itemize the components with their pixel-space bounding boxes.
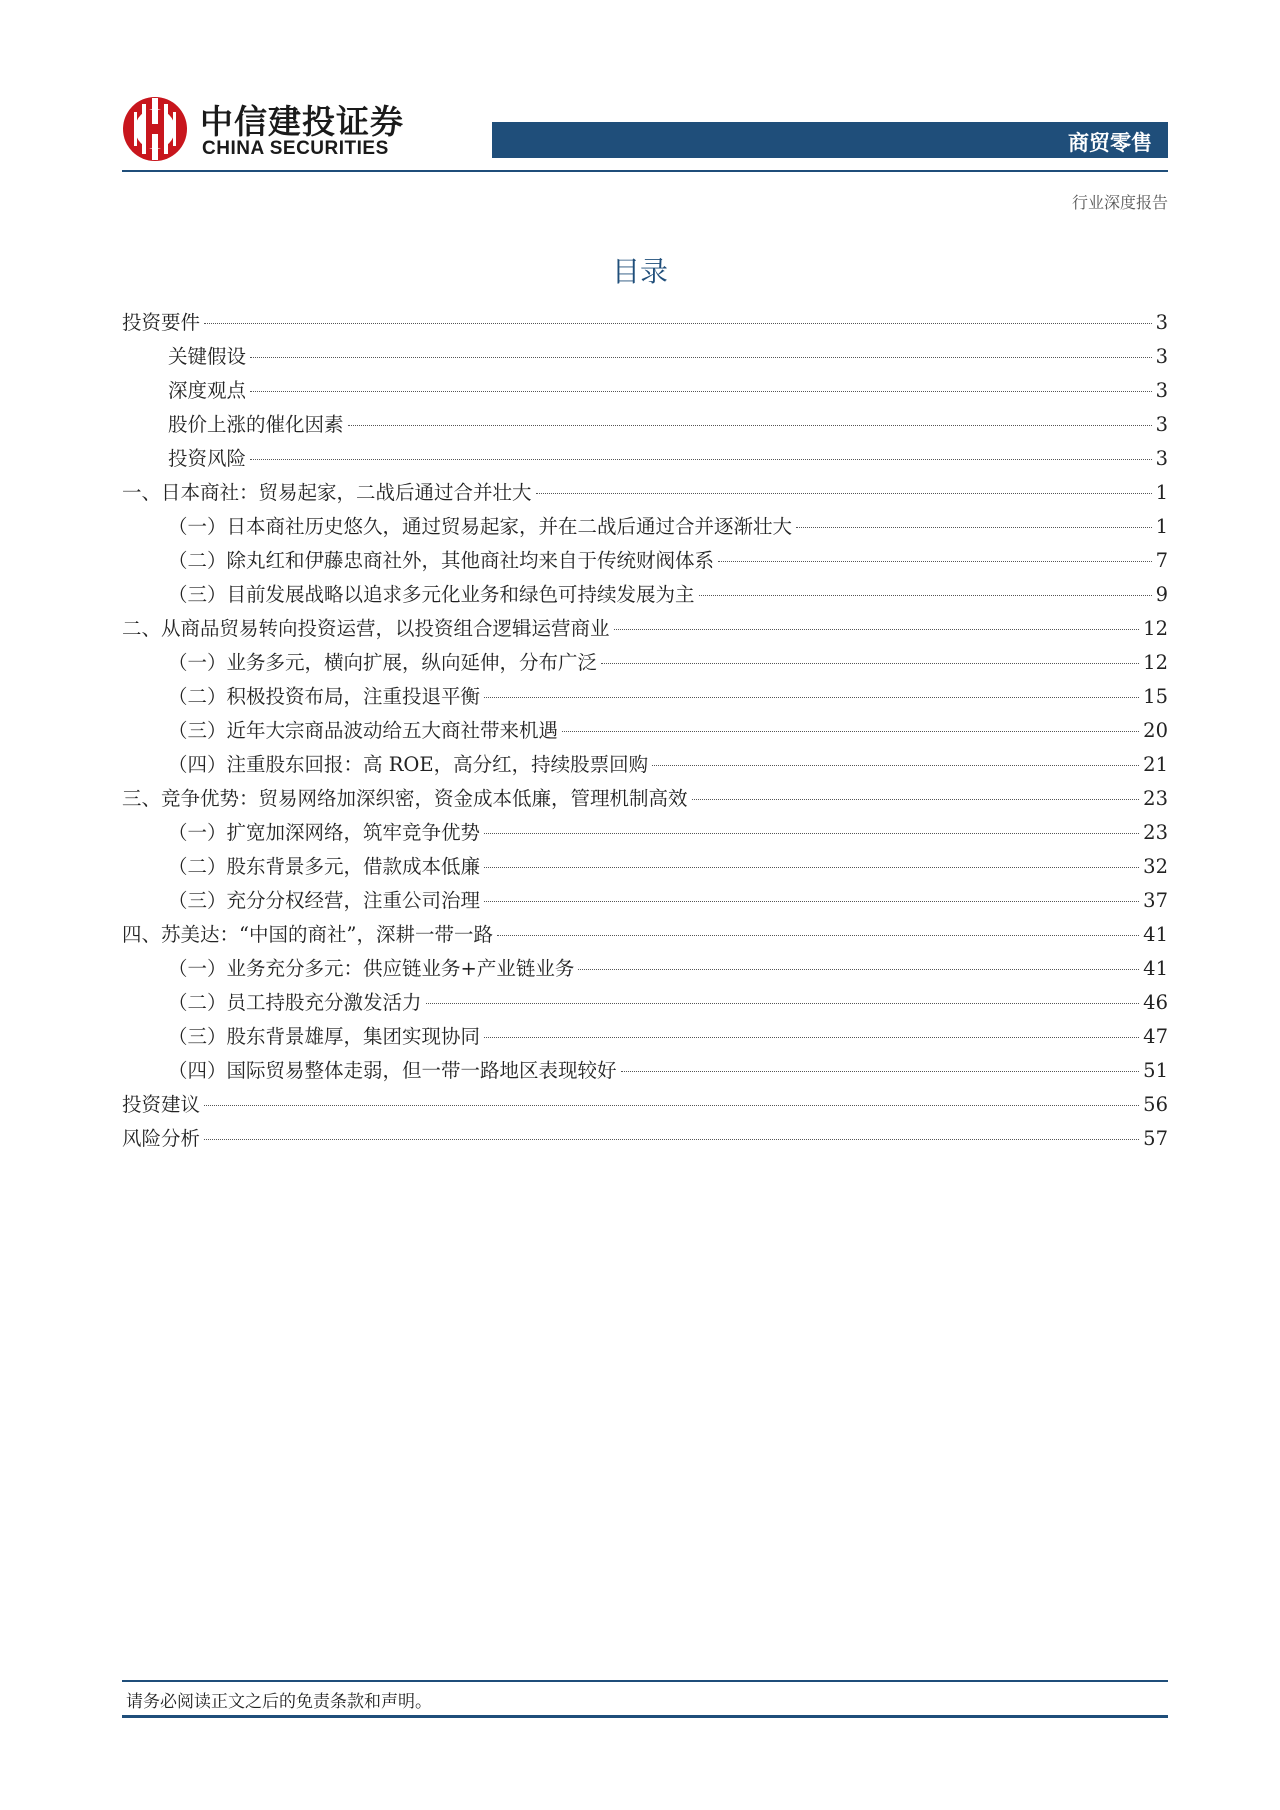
toc-entry-text: 投资风险 [168,447,247,470]
toc-dot-leader [601,663,1139,664]
toc-entry-page: 46 [1143,991,1168,1014]
toc-entry-text: （三）目前发展战略以追求多元化业务和绿色可持续发展为主 [168,583,695,606]
toc-entry[interactable] [122,544,1168,578]
toc-entry[interactable] [122,1020,1168,1054]
toc-entry-page: 37 [1143,889,1168,912]
toc-entry-page: 3 [1155,413,1168,436]
logo-english-name: CHINA SECURITIES [202,138,389,159]
toc-entry-page: 23 [1143,821,1168,844]
toc-entry[interactable] [122,476,1168,510]
toc-entry[interactable] [122,612,1168,646]
toc-entry-text: 深度观点 [168,379,247,402]
toc-entry-page: 41 [1143,923,1168,946]
toc-entry-page: 57 [1143,1127,1168,1150]
toc-entry-text: （二）员工持股充分激发活力 [168,991,422,1014]
toc-entry[interactable] [122,782,1168,816]
toc-dot-leader [250,391,1152,392]
toc-entry[interactable] [122,680,1168,714]
toc-entry-text: 关键假设 [168,345,247,368]
toc-entry[interactable] [122,340,1168,374]
toc-entry-page: 32 [1143,855,1168,878]
toc-entry[interactable] [122,748,1168,782]
toc-entry-text: 四、苏美达：“中国的商社”，深耕一带一路 [122,923,493,946]
toc-entry-text: （一）日本商社历史悠久，通过贸易起家，并在二战后通过合并逐渐壮大 [168,515,793,538]
toc-entry-page: 15 [1143,685,1168,708]
toc-dot-leader [250,357,1152,358]
toc-entry-page: 1 [1155,481,1168,504]
toc-dot-leader [692,799,1140,800]
china-securities-logo-icon [122,96,188,162]
toc-entry-page: 12 [1143,651,1168,674]
toc-entry[interactable] [122,1122,1168,1156]
page-header [122,92,1168,172]
toc-entry-text: （二）股东背景多元，借款成本低廉 [168,855,481,878]
toc-dot-leader [484,697,1139,698]
toc-entry-page: 23 [1143,787,1168,810]
toc-entry-page: 20 [1143,719,1168,742]
toc-entry[interactable] [122,816,1168,850]
toc-entry[interactable] [122,714,1168,748]
toc-entry[interactable] [122,306,1168,340]
toc-dot-leader [497,935,1139,936]
toc-entry-page: 56 [1143,1093,1168,1116]
toc-dot-leader [562,731,1139,732]
toc-entry-page: 41 [1143,957,1168,980]
logo-chinese-name: 中信建投证券 [200,102,404,141]
toc-entry-text: （一）业务充分多元：供应链业务+产业链业务 [168,957,575,980]
toc-entry-text: 三、竞争优势：贸易网络加深织密，资金成本低廉，管理机制高效 [122,787,688,810]
toc-entry[interactable] [122,646,1168,680]
toc-entry[interactable] [122,578,1168,612]
toc-entry-page: 12 [1143,617,1168,640]
toc-entry-page: 21 [1143,753,1168,776]
toc-entry-page: 9 [1155,583,1168,606]
toc-dot-leader [348,425,1152,426]
toc-entry[interactable] [122,1054,1168,1088]
toc-title: 目录 [611,255,668,288]
toc-entry-page: 47 [1143,1025,1168,1048]
toc-dot-leader [484,1037,1139,1038]
toc-entry-text: 投资建议 [122,1093,201,1116]
footer-disclaimer: 请务必阅读正文之后的免责条款和声明。 [126,1692,432,1712]
toc-entry[interactable] [122,952,1168,986]
toc-dot-leader [426,1003,1140,1004]
toc-dot-leader [204,323,1152,324]
toc-entry-text: （三）充分分权经营，注重公司治理 [168,889,481,912]
toc-dot-leader [204,1139,1139,1140]
toc-entry-page: 3 [1155,447,1168,470]
toc-entry-page: 51 [1143,1059,1168,1082]
toc-entry[interactable] [122,1088,1168,1122]
toc-dot-leader [621,1071,1140,1072]
toc-entry-text: （三）股东背景雄厚，集团实现协同 [168,1025,481,1048]
toc-entry-text: 股价上涨的催化因素 [168,413,344,436]
toc-entry-text: （三）近年大宗商品波动给五大商社带来机遇 [168,719,559,742]
toc-dot-leader [484,833,1139,834]
footer-divider-top [122,1680,1168,1682]
toc-entry-text: （一）扩宽加深网络，筑牢竞争优势 [168,821,481,844]
toc-entry-text: 二、从商品贸易转向投资运营，以投资组合逻辑运营商业 [122,617,610,640]
toc-dot-leader [796,527,1152,528]
toc-entry-page: 3 [1155,345,1168,368]
toc-entry[interactable] [122,918,1168,952]
toc-entry-text: （一）业务多元，横向扩展，纵向延伸，分布广泛 [168,651,598,674]
table-of-contents [122,306,1168,1156]
toc-entry-text: 投资要件 [122,311,201,334]
toc-entry[interactable] [122,850,1168,884]
toc-entry-page: 1 [1155,515,1168,538]
toc-dot-leader [652,765,1139,766]
toc-dot-leader [484,901,1139,902]
report-type: 行业深度报告 [1071,193,1168,212]
toc-entry-text: 风险分析 [122,1127,201,1150]
toc-entry-text: （二）除丸红和伊藤忠商社外，其他商社均来自于传统财阀体系 [168,549,715,572]
toc-entry[interactable] [122,884,1168,918]
toc-entry-page: 3 [1155,311,1168,334]
toc-dot-leader [204,1105,1139,1106]
toc-dot-leader [578,969,1139,970]
toc-entry-text: （二）积极投资布局，注重投退平衡 [168,685,481,708]
toc-dot-leader [614,629,1140,630]
header-divider [122,170,1168,172]
toc-entry-text: （四）国际贸易整体走弱，但一带一路地区表现较好 [168,1059,617,1082]
sector-banner [492,122,1168,158]
toc-dot-leader [250,459,1152,460]
toc-dot-leader [718,561,1152,562]
toc-entry-text: （四）注重股东回报：高 ROE，高分红，持续股票回购 [168,753,649,776]
toc-entry-text: 一、日本商社：贸易起家，二战后通过合并壮大 [122,481,532,504]
toc-entry-page: 3 [1155,379,1168,402]
toc-dot-leader [536,493,1152,494]
toc-entry[interactable] [122,408,1168,442]
footer-divider-bottom [122,1715,1168,1718]
toc-entry[interactable] [122,442,1168,476]
sector-label: 商贸零售 [1068,131,1152,155]
toc-entry[interactable] [122,374,1168,408]
toc-dot-leader [699,595,1152,596]
toc-entry[interactable] [122,510,1168,544]
toc-entry[interactable] [122,986,1168,1020]
toc-dot-leader [484,867,1139,868]
toc-entry-page: 7 [1155,549,1168,572]
